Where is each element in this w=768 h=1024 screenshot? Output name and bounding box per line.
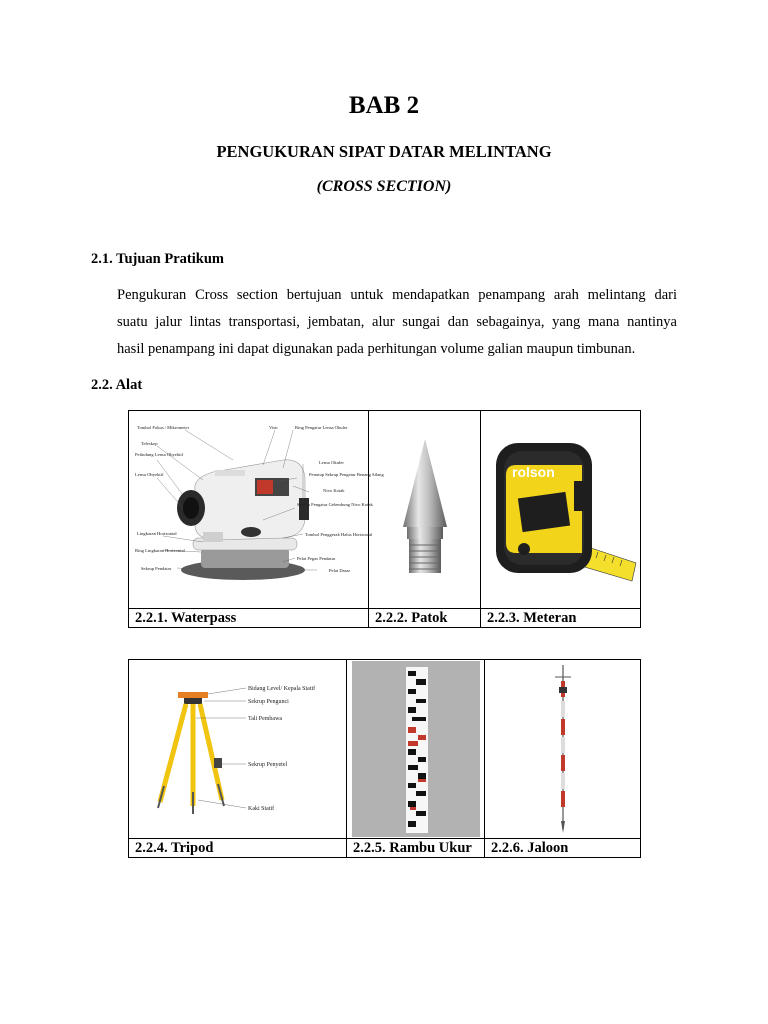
label-pelindung: Pelindung Lensa Obyektif bbox=[134, 451, 183, 457]
label-lingkaran: Lingkaran Horizontal bbox=[136, 530, 177, 536]
label-lensa-okuler: Lensa Okuler bbox=[318, 459, 344, 465]
label-sekrup-pengatur: Sekrup Pengatur Gelembung Nivo Kotak bbox=[296, 501, 373, 507]
label-penutup: Penutup Sekrup Pengatur Benang Silang bbox=[308, 471, 384, 477]
label-kaki: Kaki Statif bbox=[247, 806, 274, 812]
waterpass-image bbox=[133, 420, 384, 600]
label-bidang: Bidang Level/ Kepala Statif bbox=[247, 686, 315, 692]
caption-jaloon: 2.2.6. Jaloon bbox=[485, 839, 641, 858]
tripod-image bbox=[138, 674, 338, 824]
label-pelat-pegas: Pelat Pegas Pendatar bbox=[296, 555, 335, 561]
label-sekrup-pendatar: Sekrup Pendatar bbox=[140, 565, 171, 571]
document-title: PENGUKURAN SIPAT DATAR MELINTANG bbox=[216, 142, 552, 161]
document-subtitle: (CROSS SECTION) bbox=[316, 178, 452, 195]
caption-patok: 2.2.2. Patok bbox=[369, 609, 481, 628]
tripod-cell bbox=[129, 660, 347, 839]
rambu-ukur-cell bbox=[347, 660, 485, 839]
label-sekrup-penyetel: Sekrup Penyetel bbox=[247, 762, 287, 768]
tools-table-1 bbox=[128, 410, 641, 628]
jaloon-cell bbox=[485, 660, 641, 839]
label-tombol-penggerak: Tombol Penggerak Halus Horizontal bbox=[304, 531, 372, 537]
jaloon-image bbox=[533, 661, 593, 837]
caption-tripod: 2.2.4. Tripod bbox=[129, 839, 347, 858]
paragraph-line: suatu jalur lintas transportasi, jembatan, alur sungai dan sebagainya, yang mana nantinya bbox=[117, 314, 677, 330]
chapter-title: BAB 2 bbox=[348, 92, 420, 119]
caption-meteran: 2.2.3. Meteran bbox=[481, 609, 641, 628]
caption-waterpass: 2.2.1. Waterpass bbox=[129, 609, 369, 628]
section-heading-alat: 2.2. Alat bbox=[91, 377, 143, 393]
tape-brand: rolson bbox=[511, 463, 555, 480]
label-ring-lingkaran: Ring Lingkaran Horizontal bbox=[134, 547, 185, 553]
label-teleskop: Teleskop bbox=[140, 440, 158, 446]
caption-rambu-ukur: 2.2.5. Rambu Ukur bbox=[347, 839, 485, 858]
meteran-image bbox=[486, 425, 636, 595]
label-ring-pengatur: Ring Pengatur Lensa Okuler bbox=[294, 424, 347, 430]
tools-table-2 bbox=[128, 659, 641, 858]
paragraph-line: hasil penampang ini dapat digunakan pada perhitungan volume galian maupun timbunan. bbox=[117, 341, 636, 357]
meteran-cell bbox=[481, 411, 641, 609]
label-visir: Visir bbox=[268, 424, 278, 430]
paragraph-line: Pengukuran Cross section bertujuan untuk mendapatkan penampang arah melintang dari bbox=[117, 287, 677, 303]
patok-image bbox=[385, 435, 465, 585]
waterpass-cell bbox=[129, 411, 384, 609]
label-lensa-obyektif: Lensa Obyektif bbox=[134, 471, 163, 477]
section-heading-tujuan: 2.1. Tujuan Pratikum bbox=[91, 251, 224, 267]
patok-cell bbox=[369, 411, 481, 609]
label-tombol-fokus: Tombol Fokus / Mikrometer bbox=[136, 424, 189, 430]
label-tali: Tali Pembawa bbox=[247, 716, 282, 722]
rambu-ukur-image bbox=[352, 661, 480, 837]
label-pelat-dasar: Pelat Dasar bbox=[328, 567, 350, 573]
label-sekrup-pengunci: Sekrup Pengunci bbox=[247, 699, 289, 705]
paragraph-tujuan bbox=[117, 282, 677, 363]
label-nivo-kotak: Nivo Kotak bbox=[322, 487, 345, 493]
